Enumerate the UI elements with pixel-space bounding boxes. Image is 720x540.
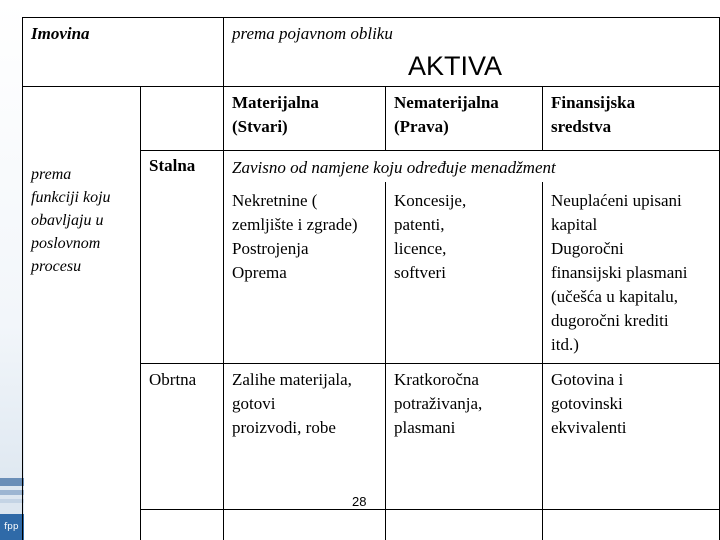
- stalna-finansijska-cell: Neuplaćeni upisani kapital Dugoročni finansijski plasmani (učešća u kapitalu, dugoročni krediti itd.): [551, 191, 688, 354]
- obrtna-materijalna-cell: Zalihe materijala, gotovi proizvodi, robe: [232, 370, 352, 437]
- pojavnom-obliku-header: prema pojavnom obliku: [232, 24, 393, 43]
- funkcija-label: prema funkciji koju obavljaju u poslovnom procesu: [31, 166, 111, 275]
- obrtna-bottom-border: [140, 509, 720, 510]
- stalna-bottom-border: [140, 363, 720, 364]
- header-divider: [223, 17, 224, 86]
- table-left-border: [22, 17, 23, 540]
- decorative-stripe: [0, 499, 24, 503]
- column-header-materijalna: Materijalna (Stvari): [232, 93, 319, 136]
- page-number: 28: [352, 494, 367, 509]
- nematerijalna-column-border: [542, 182, 543, 540]
- table-top-border: [22, 17, 720, 18]
- left-column-border: [140, 86, 141, 540]
- row-label-obrtna: Obrtna: [149, 370, 197, 389]
- obrtna-finansijska-cell: Gotovina i gotovinski ekvivalenti: [551, 370, 627, 437]
- stalna-materijalna-cell: Nekretnine ( zemljište i zgrade) Postrojenja Oprema: [232, 191, 358, 282]
- header-bottom-border: [22, 86, 720, 87]
- nematerijalna-column-border: [542, 86, 543, 150]
- aktiva-title: AKTIVA: [408, 51, 503, 81]
- obrtna-nematerijalna-cell: Kratkoročna potraživanja, plasmani: [394, 370, 483, 437]
- footer-logo: fpp: [0, 514, 24, 540]
- imovina-header: Imovina: [31, 24, 90, 43]
- materijalna-column-border: [385, 86, 386, 150]
- stalna-nematerijalna-cell: Koncesije, patenti, licence, softveri: [394, 191, 467, 282]
- column-header-finansijska: Finansijska sredstva: [551, 93, 636, 136]
- left-decorative-strip: [0, 0, 24, 540]
- stalna-note: Zavisno od namjene koju određuje menadžment: [232, 158, 556, 177]
- decorative-stripe: [0, 490, 24, 495]
- materijalna-column-border: [385, 182, 386, 540]
- row-label-stalna: Stalna: [149, 156, 196, 175]
- column-header-nematerijalna: Nematerijalna (Prava): [394, 93, 499, 136]
- decorative-stripe: [0, 478, 24, 486]
- row-label-border: [223, 86, 224, 540]
- columns-bottom-border: [140, 150, 720, 151]
